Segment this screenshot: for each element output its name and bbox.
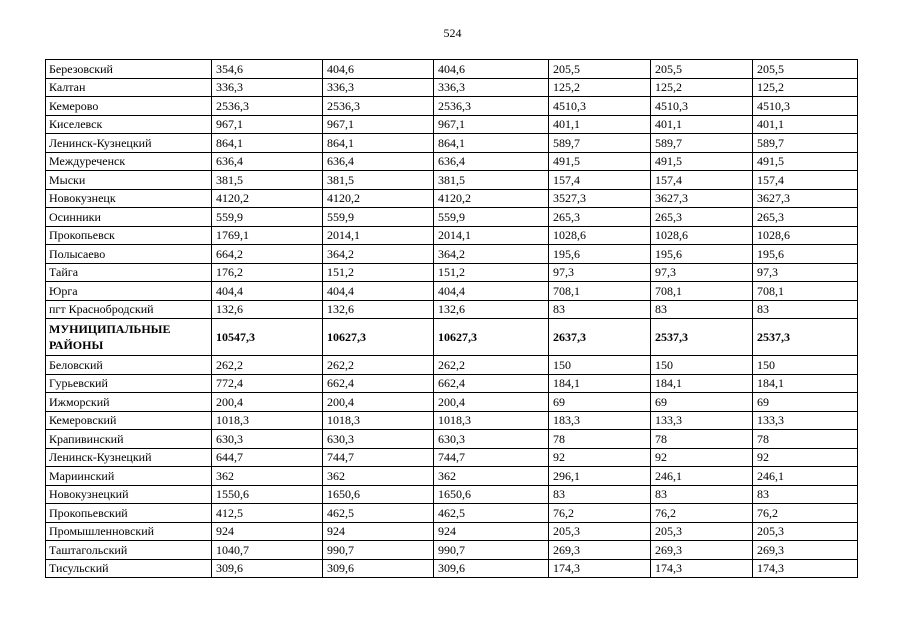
value-cell-col-1: 644,7 — [212, 448, 323, 467]
value-cell-col-6: 491,5 — [753, 152, 858, 171]
table-row — [46, 245, 858, 264]
row-name-cell: Крапивинский — [46, 430, 212, 449]
value-cell-col-5: 83 — [651, 300, 753, 319]
value-cell-col-3: 132,6 — [434, 300, 549, 319]
row-name-cell: Прокопьевский — [46, 504, 212, 523]
row-name-cell: Осинники — [46, 208, 212, 227]
value-cell-col-6: 184,1 — [753, 374, 858, 393]
value-cell-col-4: 195,6 — [549, 245, 651, 264]
value-cell-col-1: 412,5 — [212, 504, 323, 523]
value-cell-col-1: 354,6 — [212, 60, 323, 79]
value-cell-col-3: 10627,3 — [434, 319, 549, 356]
table-row — [46, 467, 858, 486]
value-cell-col-4: 265,3 — [549, 208, 651, 227]
value-cell-col-1: 1018,3 — [212, 411, 323, 430]
row-name-cell: Мыски — [46, 171, 212, 190]
row-name-cell: Гурьевский — [46, 374, 212, 393]
value-cell-col-6: 246,1 — [753, 467, 858, 486]
row-name-cell: Юрга — [46, 282, 212, 301]
municipal-data-table — [45, 59, 858, 578]
row-name-cell: Мариинский — [46, 467, 212, 486]
value-cell-col-2: 630,3 — [323, 430, 434, 449]
value-cell-col-3: 404,6 — [434, 60, 549, 79]
value-cell-col-1: 630,3 — [212, 430, 323, 449]
table-row — [46, 97, 858, 116]
value-cell-col-1: 664,2 — [212, 245, 323, 264]
value-cell-col-5: 1028,6 — [651, 226, 753, 245]
value-cell-col-5: 205,3 — [651, 522, 753, 541]
value-cell-col-3: 662,4 — [434, 374, 549, 393]
value-cell-col-4: 69 — [549, 393, 651, 412]
value-cell-col-1: 404,4 — [212, 282, 323, 301]
table-row — [46, 226, 858, 245]
table-row — [46, 356, 858, 375]
value-cell-col-5: 4510,3 — [651, 97, 753, 116]
value-cell-col-2: 864,1 — [323, 134, 434, 153]
value-cell-col-2: 381,5 — [323, 171, 434, 190]
value-cell-col-1: 636,4 — [212, 152, 323, 171]
value-cell-col-4: 150 — [549, 356, 651, 375]
value-cell-col-1: 4120,2 — [212, 189, 323, 208]
value-cell-col-3: 362 — [434, 467, 549, 486]
value-cell-col-3: 630,3 — [434, 430, 549, 449]
value-cell-col-2: 10627,3 — [323, 319, 434, 356]
value-cell-col-3: 864,1 — [434, 134, 549, 153]
value-cell-col-1: 381,5 — [212, 171, 323, 190]
value-cell-col-4: 83 — [549, 300, 651, 319]
value-cell-col-5: 265,3 — [651, 208, 753, 227]
value-cell-col-4: 589,7 — [549, 134, 651, 153]
value-cell-col-6: 3627,3 — [753, 189, 858, 208]
value-cell-col-5: 83 — [651, 485, 753, 504]
value-cell-col-6: 401,1 — [753, 115, 858, 134]
table-row — [46, 134, 858, 153]
value-cell-col-3: 636,4 — [434, 152, 549, 171]
value-cell-col-5: 78 — [651, 430, 753, 449]
table-row — [46, 189, 858, 208]
value-cell-col-5: 589,7 — [651, 134, 753, 153]
row-name-cell: Тайга — [46, 263, 212, 282]
row-name-cell: Промышленновский — [46, 522, 212, 541]
row-name-cell: Беловский — [46, 356, 212, 375]
value-cell-col-6: 2537,3 — [753, 319, 858, 356]
value-cell-col-4: 205,5 — [549, 60, 651, 79]
value-cell-col-6: 76,2 — [753, 504, 858, 523]
value-cell-col-4: 125,2 — [549, 78, 651, 97]
table-row — [46, 115, 858, 134]
value-cell-col-2: 200,4 — [323, 393, 434, 412]
value-cell-col-1: 132,6 — [212, 300, 323, 319]
table-row-section-total — [46, 319, 858, 356]
value-cell-col-5: 708,1 — [651, 282, 753, 301]
value-cell-col-4: 205,3 — [549, 522, 651, 541]
value-cell-col-6: 269,3 — [753, 541, 858, 560]
table-row — [46, 300, 858, 319]
value-cell-col-6: 157,4 — [753, 171, 858, 190]
value-cell-col-1: 200,4 — [212, 393, 323, 412]
row-name-cell: МУНИЦИПАЛЬНЫЕ РАЙОНЫ — [46, 319, 212, 356]
row-name-cell: Ленинск-Кузнецкий — [46, 134, 212, 153]
value-cell-col-5: 401,1 — [651, 115, 753, 134]
value-cell-col-5: 184,1 — [651, 374, 753, 393]
table-row — [46, 393, 858, 412]
table-row — [46, 485, 858, 504]
value-cell-col-2: 990,7 — [323, 541, 434, 560]
value-cell-col-3: 262,2 — [434, 356, 549, 375]
value-cell-col-3: 990,7 — [434, 541, 549, 560]
value-cell-col-5: 150 — [651, 356, 753, 375]
value-cell-col-3: 2014,1 — [434, 226, 549, 245]
value-cell-col-6: 78 — [753, 430, 858, 449]
table-row — [46, 60, 858, 79]
value-cell-col-3: 462,5 — [434, 504, 549, 523]
row-name-cell: Новокузнецкий — [46, 485, 212, 504]
value-cell-col-6: 589,7 — [753, 134, 858, 153]
value-cell-col-4: 4510,3 — [549, 97, 651, 116]
value-cell-col-1: 1769,1 — [212, 226, 323, 245]
value-cell-col-6: 195,6 — [753, 245, 858, 264]
value-cell-col-4: 491,5 — [549, 152, 651, 171]
value-cell-col-1: 1550,6 — [212, 485, 323, 504]
value-cell-col-5: 491,5 — [651, 152, 753, 171]
table-row — [46, 282, 858, 301]
value-cell-col-4: 184,1 — [549, 374, 651, 393]
value-cell-col-1: 336,3 — [212, 78, 323, 97]
value-cell-col-1: 262,2 — [212, 356, 323, 375]
table-row — [46, 374, 858, 393]
row-name-cell: Прокопьевск — [46, 226, 212, 245]
value-cell-col-2: 336,3 — [323, 78, 434, 97]
value-cell-col-5: 92 — [651, 448, 753, 467]
value-cell-col-3: 404,4 — [434, 282, 549, 301]
value-cell-col-2: 132,6 — [323, 300, 434, 319]
table-row — [46, 411, 858, 430]
value-cell-col-2: 2536,3 — [323, 97, 434, 116]
value-cell-col-1: 2536,3 — [212, 97, 323, 116]
value-cell-col-6: 125,2 — [753, 78, 858, 97]
value-cell-col-3: 967,1 — [434, 115, 549, 134]
value-cell-col-2: 636,4 — [323, 152, 434, 171]
row-name-cell: Ленинск-Кузнецкий — [46, 448, 212, 467]
value-cell-col-2: 1018,3 — [323, 411, 434, 430]
value-cell-col-5: 174,3 — [651, 559, 753, 578]
value-cell-col-4: 2637,3 — [549, 319, 651, 356]
value-cell-col-1: 559,9 — [212, 208, 323, 227]
value-cell-col-1: 176,2 — [212, 263, 323, 282]
value-cell-col-2: 559,9 — [323, 208, 434, 227]
value-cell-col-6: 83 — [753, 485, 858, 504]
value-cell-col-6: 83 — [753, 300, 858, 319]
row-name-cell: Кемерово — [46, 97, 212, 116]
value-cell-col-5: 269,3 — [651, 541, 753, 560]
value-cell-col-4: 269,3 — [549, 541, 651, 560]
value-cell-col-4: 78 — [549, 430, 651, 449]
value-cell-col-1: 10547,3 — [212, 319, 323, 356]
value-cell-col-3: 200,4 — [434, 393, 549, 412]
row-name-cell: Березовский — [46, 60, 212, 79]
value-cell-col-6: 69 — [753, 393, 858, 412]
value-cell-col-5: 195,6 — [651, 245, 753, 264]
value-cell-col-5: 246,1 — [651, 467, 753, 486]
value-cell-col-2: 404,6 — [323, 60, 434, 79]
value-cell-col-2: 744,7 — [323, 448, 434, 467]
value-cell-col-4: 708,1 — [549, 282, 651, 301]
value-cell-col-5: 205,5 — [651, 60, 753, 79]
table-body — [46, 60, 858, 578]
value-cell-col-3: 559,9 — [434, 208, 549, 227]
value-cell-col-3: 151,2 — [434, 263, 549, 282]
table-row — [46, 541, 858, 560]
value-cell-col-2: 364,2 — [323, 245, 434, 264]
value-cell-col-3: 364,2 — [434, 245, 549, 264]
table-row — [46, 522, 858, 541]
value-cell-col-3: 309,6 — [434, 559, 549, 578]
value-cell-col-3: 381,5 — [434, 171, 549, 190]
value-cell-col-5: 3627,3 — [651, 189, 753, 208]
value-cell-col-2: 662,4 — [323, 374, 434, 393]
value-cell-col-3: 924 — [434, 522, 549, 541]
value-cell-col-6: 205,3 — [753, 522, 858, 541]
value-cell-col-4: 174,3 — [549, 559, 651, 578]
value-cell-col-6: 174,3 — [753, 559, 858, 578]
value-cell-col-4: 83 — [549, 485, 651, 504]
value-cell-col-3: 744,7 — [434, 448, 549, 467]
row-name-cell: Новокузнецк — [46, 189, 212, 208]
table-row — [46, 152, 858, 171]
value-cell-col-4: 3527,3 — [549, 189, 651, 208]
value-cell-col-6: 265,3 — [753, 208, 858, 227]
value-cell-col-5: 2537,3 — [651, 319, 753, 356]
table-row — [46, 208, 858, 227]
table-row — [46, 448, 858, 467]
page-number: 524 — [443, 26, 462, 40]
value-cell-col-2: 404,4 — [323, 282, 434, 301]
value-cell-col-2: 4120,2 — [323, 189, 434, 208]
value-cell-col-5: 69 — [651, 393, 753, 412]
value-cell-col-1: 772,4 — [212, 374, 323, 393]
value-cell-col-5: 125,2 — [651, 78, 753, 97]
value-cell-col-6: 708,1 — [753, 282, 858, 301]
row-name-cell: Ижморский — [46, 393, 212, 412]
value-cell-col-6: 4510,3 — [753, 97, 858, 116]
value-cell-col-5: 97,3 — [651, 263, 753, 282]
value-cell-col-5: 76,2 — [651, 504, 753, 523]
table-row — [46, 78, 858, 97]
table-row — [46, 263, 858, 282]
value-cell-col-2: 924 — [323, 522, 434, 541]
table-row — [46, 504, 858, 523]
value-cell-col-2: 1650,6 — [323, 485, 434, 504]
value-cell-col-1: 1040,7 — [212, 541, 323, 560]
table-row — [46, 430, 858, 449]
row-name-cell: Тисульский — [46, 559, 212, 578]
value-cell-col-6: 150 — [753, 356, 858, 375]
value-cell-col-1: 309,6 — [212, 559, 323, 578]
row-name-cell: Полысаево — [46, 245, 212, 264]
value-cell-col-6: 205,5 — [753, 60, 858, 79]
value-cell-col-3: 2536,3 — [434, 97, 549, 116]
value-cell-col-3: 336,3 — [434, 78, 549, 97]
table-row — [46, 559, 858, 578]
value-cell-col-1: 362 — [212, 467, 323, 486]
value-cell-col-6: 97,3 — [753, 263, 858, 282]
row-name-cell: Киселевск — [46, 115, 212, 134]
table-row — [46, 171, 858, 190]
value-cell-col-3: 1018,3 — [434, 411, 549, 430]
value-cell-col-6: 1028,6 — [753, 226, 858, 245]
value-cell-col-3: 4120,2 — [434, 189, 549, 208]
row-name-cell: Кемеровский — [46, 411, 212, 430]
value-cell-col-4: 76,2 — [549, 504, 651, 523]
value-cell-col-3: 1650,6 — [434, 485, 549, 504]
value-cell-col-2: 967,1 — [323, 115, 434, 134]
value-cell-col-4: 296,1 — [549, 467, 651, 486]
value-cell-col-4: 401,1 — [549, 115, 651, 134]
value-cell-col-1: 967,1 — [212, 115, 323, 134]
value-cell-col-2: 462,5 — [323, 504, 434, 523]
row-name-cell: Калтан — [46, 78, 212, 97]
value-cell-col-6: 133,3 — [753, 411, 858, 430]
value-cell-col-1: 924 — [212, 522, 323, 541]
value-cell-col-4: 97,3 — [549, 263, 651, 282]
value-cell-col-5: 133,3 — [651, 411, 753, 430]
row-name-cell: пгт Краснобродский — [46, 300, 212, 319]
value-cell-col-5: 157,4 — [651, 171, 753, 190]
row-name-cell: Междуреченск — [46, 152, 212, 171]
value-cell-col-4: 183,3 — [549, 411, 651, 430]
value-cell-col-4: 157,4 — [549, 171, 651, 190]
value-cell-col-2: 2014,1 — [323, 226, 434, 245]
value-cell-col-4: 92 — [549, 448, 651, 467]
value-cell-col-6: 92 — [753, 448, 858, 467]
row-name-cell: Таштагольский — [46, 541, 212, 560]
value-cell-col-2: 262,2 — [323, 356, 434, 375]
value-cell-col-2: 309,6 — [323, 559, 434, 578]
value-cell-col-4: 1028,6 — [549, 226, 651, 245]
value-cell-col-2: 151,2 — [323, 263, 434, 282]
value-cell-col-2: 362 — [323, 467, 434, 486]
value-cell-col-1: 864,1 — [212, 134, 323, 153]
